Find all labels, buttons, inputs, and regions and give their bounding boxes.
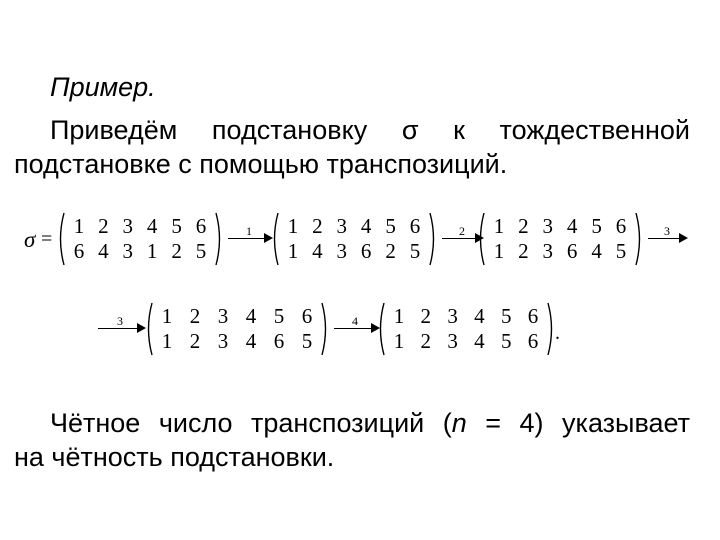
matrix-row-top: [390, 304, 542, 328]
matrix-cell: 3: [447, 304, 458, 328]
matrix-row-bottom: [390, 329, 542, 353]
matrix-cell: 1: [146, 239, 158, 263]
matrix-cell: 4: [566, 214, 578, 238]
conclusion-paragraph: [14, 406, 690, 474]
matrix-step-3: [144, 302, 330, 356]
matrix-cell: 2: [171, 239, 182, 263]
matrix-row-top: [490, 214, 630, 238]
matrix-cell: 4: [474, 304, 485, 328]
matrix-cell: 3: [217, 304, 229, 328]
right-parenthesis: [634, 212, 644, 266]
matrix-cell: 4: [146, 214, 158, 238]
matrix-cell: 4: [312, 239, 323, 263]
arrow-shaft: [98, 328, 140, 329]
matrix-cell: 6: [527, 304, 539, 328]
arrow-transposition-3a: [648, 224, 688, 244]
sigma-symbol: σ: [24, 227, 36, 252]
intro-paragraph: [14, 113, 690, 181]
matrix-cell: 5: [500, 329, 512, 353]
matrix-row-bottom: [284, 239, 424, 263]
matrix-cell: 2: [98, 214, 109, 238]
matrix-cell: 5: [273, 304, 285, 328]
left-parenthesis: [270, 212, 280, 266]
matrix-cell: 5: [195, 239, 207, 263]
matrix-cell: 5: [500, 304, 512, 328]
chain-end-period: .: [555, 322, 560, 344]
matrix-cell: 3: [336, 239, 348, 263]
matrix-cell: 3: [336, 214, 348, 238]
matrix-cell: 6: [360, 239, 372, 263]
matrix-cell: 3: [122, 239, 134, 263]
matrix-row-bottom: [70, 239, 210, 263]
matrix-cell: 4: [360, 214, 372, 238]
example-heading: Пример.: [50, 72, 156, 102]
matrix-cell: 3: [217, 329, 229, 353]
matrix-cell: 1: [493, 214, 505, 238]
matrix-cell: 6: [73, 239, 85, 263]
left-parenthesis: [56, 212, 66, 266]
matrix-cell: 4: [591, 239, 602, 263]
matrix-cell: 5: [301, 329, 313, 353]
equals-sign: =: [41, 228, 53, 250]
matrix-cell: 2: [189, 304, 201, 328]
arrow-transposition-4: [334, 314, 380, 334]
matrix-cell: 1: [161, 329, 173, 353]
matrix-row-top: [70, 214, 210, 238]
matrix-cell: 6: [195, 214, 207, 238]
arrow-transposition-1: [228, 224, 273, 244]
matrix-cell: 6: [273, 329, 285, 353]
arrow-shaft: [334, 328, 374, 329]
matrix-cell: 6: [409, 214, 421, 238]
matrix-row-top: [284, 214, 424, 238]
n-variable: n: [451, 408, 467, 438]
matrix-cell: 1: [287, 239, 299, 263]
arrow-shaft: [648, 238, 682, 239]
matrix-cell: 3: [542, 214, 554, 238]
matrix-cell: 5: [591, 214, 602, 238]
matrix-cell: 3: [447, 329, 458, 353]
matrix-cell: 2: [420, 304, 432, 328]
arrow-shaft: [228, 238, 267, 239]
matrix-row-bottom: [158, 329, 316, 353]
transposition-number-label: 4: [352, 314, 358, 328]
matrix-cell: 1: [287, 214, 299, 238]
matrix-cell: 3: [542, 239, 554, 263]
matrix-cell: 1: [493, 239, 505, 263]
matrix-cell: 5: [385, 214, 396, 238]
matrix-cell: 4: [98, 239, 109, 263]
matrix-cell: 2: [312, 214, 323, 238]
matrix-sigma: [56, 212, 224, 266]
right-parenthesis: [320, 302, 330, 356]
matrix-cell: 5: [409, 239, 421, 263]
matrix-cell: 2: [518, 214, 529, 238]
matrix-cell: 2: [189, 329, 201, 353]
arrow-shaft: [442, 238, 478, 239]
matrix-cell: 6: [527, 329, 539, 353]
matrix-cell: 6: [615, 214, 627, 238]
matrix-step-1: [270, 212, 438, 266]
matrix-cell: 1: [393, 304, 405, 328]
matrix-row-top: [158, 304, 316, 328]
conclusion-text-b: = 4) указывает: [466, 408, 690, 438]
matrix-cell: 2: [420, 329, 432, 353]
left-parenthesis: [376, 302, 386, 356]
matrix-cell: 5: [615, 239, 627, 263]
intro-line-1: Приведём подстановку σ к тождественной: [50, 115, 690, 145]
matrix-cell: 3: [122, 214, 134, 238]
matrix-cell: 4: [245, 329, 257, 353]
transposition-number-label: 3: [664, 224, 670, 238]
matrix-step-2: [476, 212, 644, 266]
matrix-cell: 6: [566, 239, 578, 263]
conclusion-line-1: [14, 406, 690, 440]
conclusion-text-a: Чётное число транспозиций (: [50, 408, 452, 438]
matrix-cell: 4: [474, 329, 485, 353]
matrix-cell: 4: [245, 304, 257, 328]
left-parenthesis: [144, 302, 154, 356]
matrix-cell: 5: [171, 214, 182, 238]
matrix-cell: 2: [518, 239, 529, 263]
arrow-head-icon: [679, 233, 688, 243]
transposition-number-label: 1: [246, 224, 252, 238]
arrow-transposition-3b: [98, 314, 146, 334]
matrix-row-bottom: [490, 239, 630, 263]
transposition-number-label: 3: [117, 314, 123, 328]
matrix-cell: 1: [393, 329, 405, 353]
matrix-identity: [376, 302, 556, 356]
right-parenthesis: [214, 212, 224, 266]
left-parenthesis: [476, 212, 486, 266]
matrix-cell: 1: [73, 214, 85, 238]
matrix-cell: 6: [301, 304, 313, 328]
transposition-number-label: 2: [459, 224, 465, 238]
matrix-cell: 2: [385, 239, 396, 263]
conclusion-line-2: на чётность подстановки.: [14, 442, 335, 472]
matrix-cell: 1: [161, 304, 173, 328]
intro-line-2: подстановке с помощью транспозиций.: [14, 149, 508, 179]
right-parenthesis: [428, 212, 438, 266]
